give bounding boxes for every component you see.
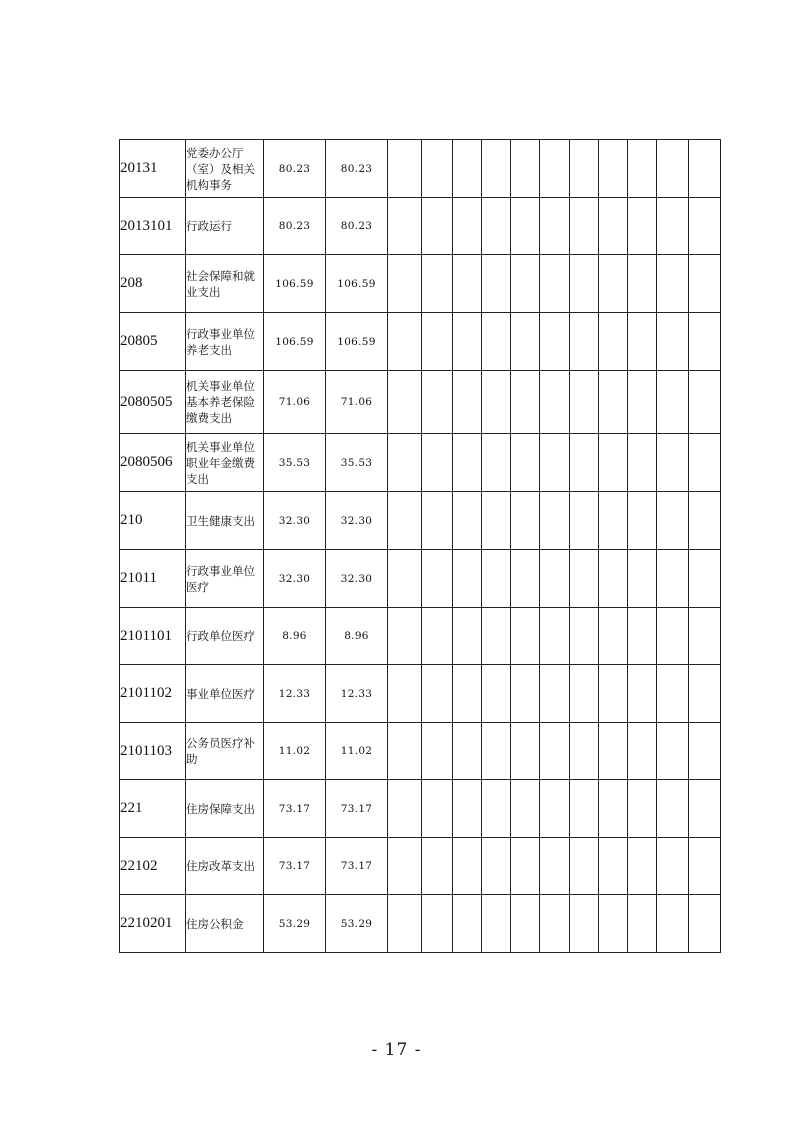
basic-amount-cell: 32.30 <box>326 492 388 550</box>
empty-cell <box>599 838 628 895</box>
item-name-cell: 行政运行 <box>186 198 264 255</box>
empty-cell <box>482 723 511 780</box>
empty-cell <box>599 492 628 550</box>
empty-cell <box>422 434 453 492</box>
table-row <box>120 255 721 313</box>
empty-cell <box>540 608 570 665</box>
empty-cell <box>657 371 689 434</box>
empty-cell <box>628 313 657 371</box>
empty-cell <box>540 723 570 780</box>
empty-cell <box>453 895 482 953</box>
empty-cell <box>599 198 628 255</box>
item-name-cell: 社会保障和就业支出 <box>186 255 264 313</box>
table-row <box>120 550 721 608</box>
item-name-cell: 卫生健康支出 <box>186 492 264 550</box>
basic-amount-cell: 11.02 <box>326 723 388 780</box>
basic-amount-cell: 106.59 <box>326 255 388 313</box>
total-amount-cell: 106.59 <box>264 313 326 371</box>
empty-cell <box>599 665 628 723</box>
item-name-cell: 住房公积金 <box>186 895 264 953</box>
empty-cell <box>570 550 599 608</box>
total-amount-cell: 71.06 <box>264 371 326 434</box>
empty-cell <box>511 550 540 608</box>
code-cell: 2210201 <box>120 895 186 953</box>
empty-cell <box>422 895 453 953</box>
page-number: - 17 - <box>371 1040 422 1060</box>
empty-cell <box>388 198 422 255</box>
table-row <box>120 608 721 665</box>
empty-cell <box>599 140 628 198</box>
empty-cell <box>689 371 721 434</box>
empty-cell <box>570 492 599 550</box>
empty-cell <box>540 550 570 608</box>
empty-cell <box>599 550 628 608</box>
empty-cell <box>628 838 657 895</box>
table-row <box>120 723 721 780</box>
item-name-cell: 行政单位医疗 <box>186 608 264 665</box>
basic-amount-cell: 35.53 <box>326 434 388 492</box>
empty-cell <box>540 371 570 434</box>
empty-cell <box>482 434 511 492</box>
empty-cell <box>689 313 721 371</box>
total-amount-cell: 106.59 <box>264 255 326 313</box>
table-row <box>120 371 721 434</box>
basic-amount-cell: 32.30 <box>326 550 388 608</box>
empty-cell <box>689 198 721 255</box>
code-cell: 2013101 <box>120 198 186 255</box>
empty-cell <box>453 140 482 198</box>
empty-cell <box>628 550 657 608</box>
empty-cell <box>422 313 453 371</box>
total-amount-cell: 32.30 <box>264 492 326 550</box>
item-name-cell: 党委办公厅（室）及相关机构事务 <box>186 140 264 198</box>
empty-cell <box>422 838 453 895</box>
empty-cell <box>482 550 511 608</box>
empty-cell <box>482 313 511 371</box>
empty-cell <box>657 255 689 313</box>
empty-cell <box>388 434 422 492</box>
empty-cell <box>453 371 482 434</box>
empty-cell <box>599 608 628 665</box>
empty-cell <box>628 895 657 953</box>
code-cell: 21011 <box>120 550 186 608</box>
empty-cell <box>570 198 599 255</box>
budget-table <box>119 139 721 953</box>
empty-cell <box>689 780 721 838</box>
item-name-cell: 机关事业单位职业年金缴费支出 <box>186 434 264 492</box>
empty-cell <box>511 665 540 723</box>
empty-cell <box>453 198 482 255</box>
empty-cell <box>628 434 657 492</box>
code-cell: 20805 <box>120 313 186 371</box>
empty-cell <box>657 434 689 492</box>
empty-cell <box>453 492 482 550</box>
table-row <box>120 895 721 953</box>
empty-cell <box>453 255 482 313</box>
empty-cell <box>540 665 570 723</box>
empty-cell <box>453 780 482 838</box>
empty-cell <box>422 723 453 780</box>
empty-cell <box>511 198 540 255</box>
empty-cell <box>422 198 453 255</box>
empty-cell <box>511 492 540 550</box>
code-cell: 2101102 <box>120 665 186 723</box>
basic-amount-cell: 80.23 <box>326 140 388 198</box>
empty-cell <box>628 723 657 780</box>
empty-cell <box>453 723 482 780</box>
total-amount-cell: 11.02 <box>264 723 326 780</box>
basic-amount-cell: 80.23 <box>326 198 388 255</box>
empty-cell <box>599 434 628 492</box>
code-cell: 210 <box>120 492 186 550</box>
empty-cell <box>570 780 599 838</box>
table-row <box>120 434 721 492</box>
item-name-cell: 住房改革支出 <box>186 838 264 895</box>
item-name-cell: 机关事业单位基本养老保险缴费支出 <box>186 371 264 434</box>
empty-cell <box>599 371 628 434</box>
empty-cell <box>628 255 657 313</box>
code-cell: 22102 <box>120 838 186 895</box>
total-amount-cell: 8.96 <box>264 608 326 665</box>
table-row <box>120 313 721 371</box>
empty-cell <box>570 371 599 434</box>
empty-cell <box>388 313 422 371</box>
empty-cell <box>422 665 453 723</box>
basic-amount-cell: 71.06 <box>326 371 388 434</box>
empty-cell <box>422 140 453 198</box>
empty-cell <box>511 895 540 953</box>
table-row <box>120 780 721 838</box>
empty-cell <box>689 838 721 895</box>
empty-cell <box>689 723 721 780</box>
empty-cell <box>540 255 570 313</box>
empty-cell <box>422 550 453 608</box>
basic-amount-cell: 73.17 <box>326 838 388 895</box>
empty-cell <box>628 492 657 550</box>
item-name-cell: 事业单位医疗 <box>186 665 264 723</box>
empty-cell <box>482 371 511 434</box>
empty-cell <box>657 550 689 608</box>
total-amount-cell: 73.17 <box>264 838 326 895</box>
total-amount-cell: 80.23 <box>264 140 326 198</box>
empty-cell <box>482 838 511 895</box>
empty-cell <box>628 198 657 255</box>
empty-cell <box>689 550 721 608</box>
empty-cell <box>540 434 570 492</box>
code-cell: 2101101 <box>120 608 186 665</box>
empty-cell <box>570 140 599 198</box>
empty-cell <box>689 665 721 723</box>
empty-cell <box>453 665 482 723</box>
empty-cell <box>388 665 422 723</box>
empty-cell <box>570 723 599 780</box>
empty-cell <box>570 608 599 665</box>
total-amount-cell: 32.30 <box>264 550 326 608</box>
empty-cell <box>422 608 453 665</box>
empty-cell <box>422 255 453 313</box>
empty-cell <box>540 780 570 838</box>
empty-cell <box>570 434 599 492</box>
empty-cell <box>540 492 570 550</box>
empty-cell <box>453 608 482 665</box>
total-amount-cell: 53.29 <box>264 895 326 953</box>
empty-cell <box>540 140 570 198</box>
empty-cell <box>482 895 511 953</box>
empty-cell <box>482 198 511 255</box>
code-cell: 2080505 <box>120 371 186 434</box>
empty-cell <box>599 780 628 838</box>
empty-cell <box>388 371 422 434</box>
empty-cell <box>689 492 721 550</box>
empty-cell <box>482 492 511 550</box>
empty-cell <box>422 371 453 434</box>
empty-cell <box>540 895 570 953</box>
empty-cell <box>511 371 540 434</box>
total-amount-cell: 80.23 <box>264 198 326 255</box>
basic-amount-cell: 53.29 <box>326 895 388 953</box>
empty-cell <box>422 780 453 838</box>
empty-cell <box>657 140 689 198</box>
empty-cell <box>388 492 422 550</box>
empty-cell <box>628 371 657 434</box>
empty-cell <box>570 895 599 953</box>
empty-cell <box>657 313 689 371</box>
code-cell: 20131 <box>120 140 186 198</box>
empty-cell <box>689 434 721 492</box>
empty-cell <box>570 313 599 371</box>
empty-cell <box>388 895 422 953</box>
empty-cell <box>511 140 540 198</box>
basic-amount-cell: 106.59 <box>326 313 388 371</box>
empty-cell <box>388 140 422 198</box>
empty-cell <box>599 723 628 780</box>
item-name-cell: 公务员医疗补助 <box>186 723 264 780</box>
empty-cell <box>570 255 599 313</box>
empty-cell <box>388 780 422 838</box>
empty-cell <box>689 895 721 953</box>
empty-cell <box>511 838 540 895</box>
empty-cell <box>689 140 721 198</box>
empty-cell <box>388 255 422 313</box>
empty-cell <box>453 838 482 895</box>
empty-cell <box>511 780 540 838</box>
basic-amount-cell: 73.17 <box>326 780 388 838</box>
empty-cell <box>511 434 540 492</box>
empty-cell <box>511 608 540 665</box>
table-row <box>120 140 721 198</box>
empty-cell <box>482 255 511 313</box>
empty-cell <box>657 198 689 255</box>
table-row <box>120 665 721 723</box>
empty-cell <box>388 723 422 780</box>
total-amount-cell: 35.53 <box>264 434 326 492</box>
empty-cell <box>482 780 511 838</box>
empty-cell <box>511 723 540 780</box>
empty-cell <box>689 608 721 665</box>
empty-cell <box>657 608 689 665</box>
empty-cell <box>540 313 570 371</box>
code-cell: 221 <box>120 780 186 838</box>
empty-cell <box>657 665 689 723</box>
empty-cell <box>482 608 511 665</box>
empty-cell <box>599 313 628 371</box>
total-amount-cell: 73.17 <box>264 780 326 838</box>
empty-cell <box>599 895 628 953</box>
empty-cell <box>657 723 689 780</box>
empty-cell <box>388 550 422 608</box>
empty-cell <box>453 550 482 608</box>
empty-cell <box>570 665 599 723</box>
empty-cell <box>388 838 422 895</box>
basic-amount-cell: 12.33 <box>326 665 388 723</box>
empty-cell <box>453 434 482 492</box>
empty-cell <box>628 780 657 838</box>
empty-cell <box>453 313 482 371</box>
code-cell: 2101103 <box>120 723 186 780</box>
code-cell: 2080506 <box>120 434 186 492</box>
empty-cell <box>657 838 689 895</box>
item-name-cell: 行政事业单位医疗 <box>186 550 264 608</box>
code-cell: 208 <box>120 255 186 313</box>
empty-cell <box>540 198 570 255</box>
empty-cell <box>657 492 689 550</box>
table-row <box>120 492 721 550</box>
empty-cell <box>570 838 599 895</box>
empty-cell <box>511 255 540 313</box>
table-row <box>120 838 721 895</box>
empty-cell <box>482 665 511 723</box>
empty-cell <box>511 313 540 371</box>
item-name-cell: 行政事业单位养老支出 <box>186 313 264 371</box>
empty-cell <box>482 140 511 198</box>
empty-cell <box>599 255 628 313</box>
basic-amount-cell: 8.96 <box>326 608 388 665</box>
empty-cell <box>628 140 657 198</box>
empty-cell <box>628 665 657 723</box>
empty-cell <box>689 255 721 313</box>
empty-cell <box>628 608 657 665</box>
empty-cell <box>388 608 422 665</box>
empty-cell <box>657 780 689 838</box>
empty-cell <box>657 895 689 953</box>
total-amount-cell: 12.33 <box>264 665 326 723</box>
empty-cell <box>540 838 570 895</box>
empty-cell <box>422 492 453 550</box>
item-name-cell: 住房保障支出 <box>186 780 264 838</box>
table-row <box>120 198 721 255</box>
